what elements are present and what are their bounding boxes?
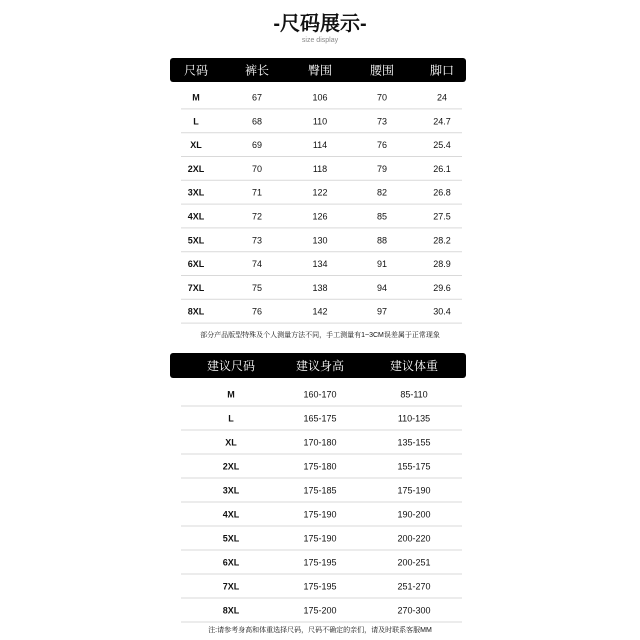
recommend-table-cell-r9-c1: 175-200 xyxy=(303,605,337,616)
recommend-table-cell-r5-c2: 190-200 xyxy=(397,509,431,520)
size-table-cell-r7-c4: 28.9 xyxy=(433,259,451,270)
recommend-table-cell-r4-c0: 3XL xyxy=(222,485,240,496)
size-table-cell-r0-c2: 106 xyxy=(312,92,328,103)
recommend-table-cell-r1-c0: L xyxy=(228,413,234,424)
size-table-header-4: 脚口 xyxy=(429,63,455,78)
recommend-table-cell-r4-c1: 175-185 xyxy=(303,485,337,496)
recommend-table-header-2: 建议体重 xyxy=(389,359,439,373)
size-table-cell-r5-c1: 72 xyxy=(251,211,263,222)
size-table-cell-r4-c4: 26.8 xyxy=(433,187,451,198)
size-table-cell-r1-c4: 24.7 xyxy=(433,116,451,127)
size-table-header-2: 臀围 xyxy=(307,63,333,78)
size-table-cell-r2-c3: 76 xyxy=(376,140,388,151)
size-table-header-0: 尺码 xyxy=(183,63,209,78)
size-table-cell-r3-c2: 118 xyxy=(312,163,328,174)
recommend-table-cell-r8-c1: 175-195 xyxy=(303,581,337,592)
size-table-cell-r9-c4: 30.4 xyxy=(433,306,451,317)
size-table-cell-r2-c2: 114 xyxy=(312,140,328,151)
recommend-table-header-1: 建议身高 xyxy=(295,359,345,373)
recommend-table-cell-r2-c0: XL xyxy=(225,437,237,448)
size-table-cell-r9-c0: 8XL xyxy=(187,306,205,317)
size-table-cell-r3-c3: 79 xyxy=(376,163,388,174)
recommend-table-cell-r0-c1: 160-170 xyxy=(303,389,337,400)
size-table-cell-r7-c1: 74 xyxy=(251,259,263,270)
size-table-header-3: 腰围 xyxy=(369,63,395,78)
recommend-table-cell-r3-c1: 175-180 xyxy=(303,461,337,472)
recommend-table-cell-r7-c0: 6XL xyxy=(222,557,240,568)
size-table-cell-r0-c0: M xyxy=(192,92,200,103)
recommend-table-cell-r1-c1: 165-175 xyxy=(303,413,337,424)
page-title: -尺码展示- xyxy=(273,13,367,35)
recommend-table-cell-r8-c2: 251-270 xyxy=(397,581,431,592)
size-table-cell-r0-c1: 67 xyxy=(251,92,263,103)
size-table-cell-r2-c4: 25.4 xyxy=(433,140,451,151)
recommend-table-cell-r6-c2: 200-220 xyxy=(397,533,431,544)
recommend-table-cell-r4-c2: 175-190 xyxy=(397,485,431,496)
size-table-cell-r9-c3: 97 xyxy=(376,306,388,317)
size-table-cell-r0-c4: 24 xyxy=(436,92,448,103)
size-table-cell-r0-c3: 70 xyxy=(376,92,388,103)
size-table-cell-r1-c3: 73 xyxy=(376,116,388,127)
size-table-cell-r7-c2: 134 xyxy=(312,259,328,270)
page-subtitle: size display xyxy=(301,37,339,44)
recommend-table-cell-r9-c2: 270-300 xyxy=(397,605,431,616)
size-table-cell-r6-c1: 73 xyxy=(251,235,263,246)
size-table-cell-r4-c2: 122 xyxy=(312,187,328,198)
recommend-table-cell-r1-c2: 110-135 xyxy=(397,413,431,424)
size-table-cell-r1-c0: L xyxy=(193,116,199,127)
size-table-cell-r2-c0: XL xyxy=(190,140,202,151)
size-table-cell-r6-c2: 130 xyxy=(312,235,328,246)
recommend-table-cell-r3-c0: 2XL xyxy=(222,461,240,472)
size-table-cell-r5-c0: 4XL xyxy=(187,211,205,222)
size-table-cell-r4-c0: 3XL xyxy=(187,187,205,198)
size-table-cell-r9-c1: 76 xyxy=(251,306,263,317)
recommend-table-cell-r2-c2: 135-155 xyxy=(397,437,431,448)
size-table-header-1: 裤长 xyxy=(244,63,270,78)
size-table-cell-r1-c1: 68 xyxy=(251,116,263,127)
recommend-table-cell-r6-c0: 5XL xyxy=(222,533,240,544)
size-table-cell-r6-c3: 88 xyxy=(376,235,388,246)
recommend-table-cell-r9-c0: 8XL xyxy=(222,605,240,616)
recommendation-note: 注:请参考身高和体重选择尺码，尺码不确定的亲们，请及时联系客服MM xyxy=(208,627,432,634)
size-table-cell-r6-c0: 5XL xyxy=(187,235,205,246)
size-table-cell-r8-c3: 94 xyxy=(376,282,388,293)
size-table-cell-r5-c3: 85 xyxy=(376,211,388,222)
size-table-cell-r3-c0: 2XL xyxy=(187,163,205,174)
measurement-note: 部分产品版型特殊及个人测量方法不同，手工测量有1~3CM误差属于正常现象 xyxy=(200,332,440,339)
size-table-cell-r5-c2: 126 xyxy=(312,211,328,222)
size-table-cell-r3-c4: 26.1 xyxy=(433,163,451,174)
size-table-cell-r8-c1: 75 xyxy=(251,282,263,293)
size-table-cell-r8-c0: 7XL xyxy=(187,282,205,293)
recommend-table-cell-r0-c2: 85-110 xyxy=(400,389,428,400)
size-table-cell-r8-c2: 138 xyxy=(312,282,328,293)
size-table-cell-r4-c3: 82 xyxy=(376,187,388,198)
size-table-cell-r4-c1: 71 xyxy=(251,187,263,198)
recommend-table-header-0: 建议尺码 xyxy=(206,359,256,373)
recommend-table-cell-r6-c1: 175-190 xyxy=(303,533,337,544)
recommend-table-cell-r8-c0: 7XL xyxy=(222,581,240,592)
recommend-table-cell-r0-c0: M xyxy=(227,389,235,400)
size-table-cell-r5-c4: 27.5 xyxy=(433,211,451,222)
size-table-cell-r1-c2: 110 xyxy=(312,116,328,127)
recommend-table-cell-r5-c0: 4XL xyxy=(222,509,240,520)
size-table-cell-r3-c1: 70 xyxy=(251,163,263,174)
size-table-cell-r6-c4: 28.2 xyxy=(433,235,451,246)
recommend-table-cell-r3-c2: 155-175 xyxy=(397,461,431,472)
recommend-table-cell-r5-c1: 175-190 xyxy=(303,509,337,520)
recommend-table-cell-r7-c2: 200-251 xyxy=(397,557,431,568)
size-table-cell-r8-c4: 29.6 xyxy=(433,282,451,293)
recommend-table-cell-r2-c1: 170-180 xyxy=(303,437,337,448)
size-table-cell-r2-c1: 69 xyxy=(251,140,263,151)
size-table-cell-r7-c3: 91 xyxy=(376,259,388,270)
size-table-cell-r7-c0: 6XL xyxy=(187,259,205,270)
size-table-cell-r9-c2: 142 xyxy=(312,306,328,317)
recommend-table-cell-r7-c1: 175-195 xyxy=(303,557,337,568)
